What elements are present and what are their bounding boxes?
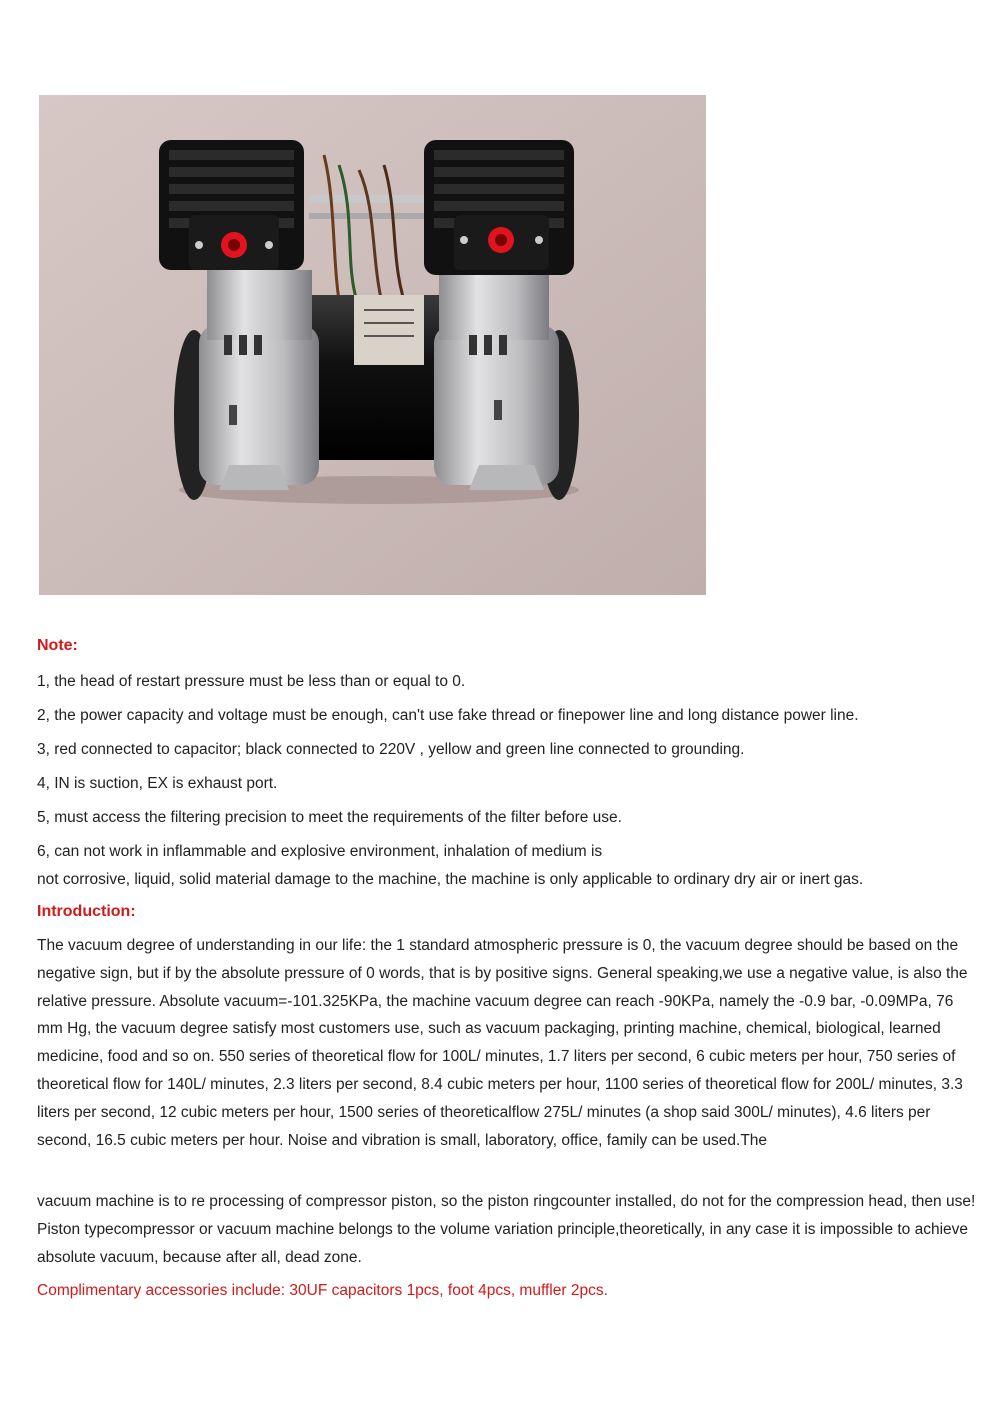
introduction-heading: Introduction:: [37, 903, 136, 920]
note-heading: Note:: [37, 637, 78, 654]
accessories-note: Complimentary accessories include: 30UF capacitors 1pcs, foot 4pcs, muffler 2pcs.: [37, 1282, 608, 1299]
note-item: 3, red connected to capacitor; black connected to 220V , yellow and green line connected to grounding.: [37, 741, 745, 758]
note-item: 4, IN is suction, EX is exhaust port.: [37, 775, 278, 792]
note-item: 2, the power capacity and voltage must be enough, can't use fake thread or finepower line and long distance power line.: [37, 707, 859, 724]
note-item: 6, can not work in inflammable and explosive environment, inhalation of medium is: [37, 843, 603, 860]
note-item: not corrosive, liquid, solid material damage to the machine, the machine is only applicable to ordinary dry air or inert gas.: [37, 871, 864, 888]
note-item: 1, the head of restart pressure must be less than or equal to 0.: [37, 673, 466, 690]
introduction-paragraph: vacuum machine is to re processing of compressor piston, so the piston ringcounter installed, do not for the compression head, then use! Piston typecompressor or vacuum machine belongs to the volume variation principle,theoretically, in any case it is impossible to achieve absolute vacuum, because after all, dead zone.: [37, 1193, 976, 1266]
note-item: 5, must access the filtering precision to meet the requirements of the filter before use.: [37, 809, 622, 826]
introduction-paragraph: The vacuum degree of understanding in our life: the 1 standard atmospheric pressure is 0, the vacuum degree should be based on the negative sign, but if by the absolute pressure of 0 words, that is by positive signs. General speaking,we use a negative value, is also the relative pressure. Absolute vacuum=-101.325KPa, the machine vacuum degree can reach -90KPa, namely the -0.9 bar, -0.09MPa, 76 mm Hg, the vacuum degree satisfy most customers use, such as vacuum packaging, printing machine, chemical, biological, learned medicine, food and so on. 550 series of theoretical flow for 100L/ minutes, 1.7 liters per second, 6 cubic meters per hour, 750 series of theoretical flow for 140L/ minutes, 2.3 liters per second, 8.4 cubic meters per hour, 1100 series of theoretical flow for 200L/ minutes, 3.3 liters per second, 12 cubic meters per hour, 1500 series of theoreticalflow 275L/ minutes (a shop said 300L/ minutes), 4.6 liters per second, 16.5 cubic meters per hour. Noise and vibration is small, laboratory, office, family can be used.The: [37, 937, 968, 1149]
product-photo: [39, 95, 706, 595]
